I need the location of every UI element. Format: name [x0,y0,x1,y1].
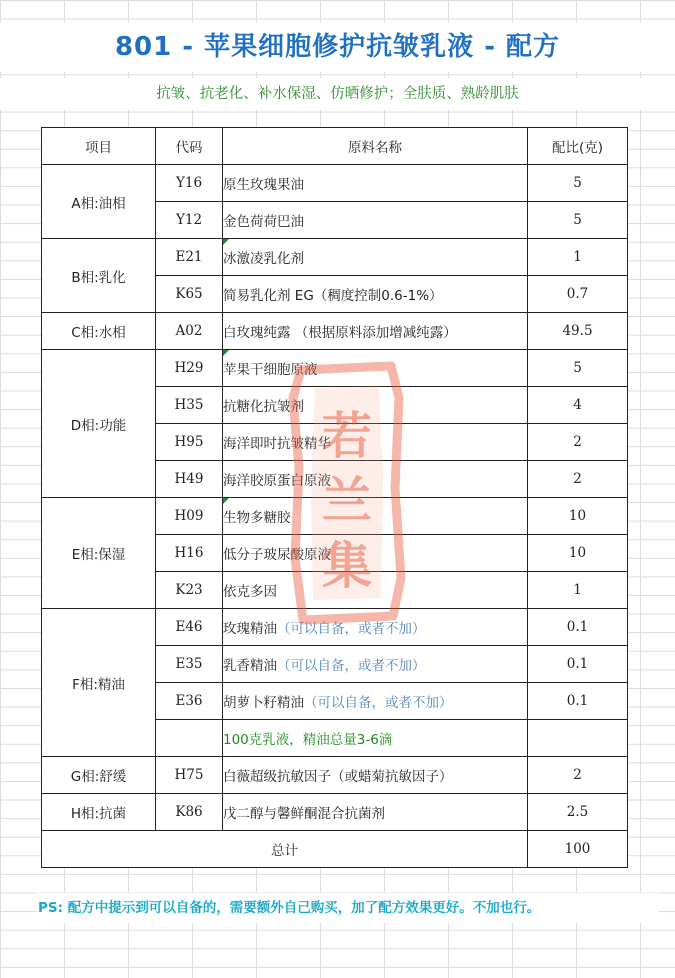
table-row [42,350,628,387]
ingredient-name: 玫瑰精油 [223,621,277,637]
row-name: 低分子玻尿酸原液 [223,535,528,572]
row-name: 抗糖化抗皱剂 [223,387,528,424]
header-item: 项目 [42,128,156,165]
row-name: 苹果干细胞原液 [223,350,528,387]
table-header-row [42,128,628,165]
row-code: H75 [156,757,223,794]
row-ratio: 2 [528,757,628,794]
formula-table [41,127,628,868]
row-name [223,683,528,720]
row-ratio: 10 [528,498,628,535]
row-ratio: 0.7 [528,276,628,313]
footer-note: PS: 配方中提示到可以自备的，需要额外自己购买，加了配方效果更好。不加也行。 [38,893,658,923]
row-code: A02 [156,313,223,350]
row-name: 依克多因 [223,572,528,609]
page-subtitle: 抗皱、抗老化、补水保湿、仿晒修护；全肤质、熟龄肌肤 [0,78,675,110]
row-code-empty [156,720,223,757]
group-c-label: C相:水相 [42,313,156,350]
row-code: E21 [156,239,223,276]
group-g-label: G相:舒缓 [42,757,156,794]
row-ratio: 5 [528,165,628,202]
row-ratio-empty [528,720,628,757]
row-code: H35 [156,387,223,424]
row-ratio: 4 [528,387,628,424]
header-name: 原料名称 [223,128,528,165]
row-ratio: 1 [528,239,628,276]
ingredient-name: 乳香精油 [223,658,277,674]
group-h-label: H相:抗菌 [42,794,156,831]
table-row [42,498,628,535]
row-name: 白玫瑰纯露 （根据原料添加增减纯露） [223,313,528,350]
row-ratio: 2 [528,461,628,498]
svg-text:若: 若 [322,406,372,465]
row-name: 海洋胶原蛋白原液 [223,461,528,498]
row-code: E36 [156,683,223,720]
row-ratio: 49.5 [528,313,628,350]
optional-note: （可以自备，或者不加） [277,621,426,637]
table-row [42,313,628,350]
row-ratio: 10 [528,535,628,572]
total-label: 总计 [42,831,528,868]
row-name: 戊二醇与馨鲜酮混合抗菌剂 [223,794,528,831]
row-code: H16 [156,535,223,572]
row-name: 原生玫瑰果油 [223,165,528,202]
row-code: H29 [156,350,223,387]
page-title: 801 - 苹果细胞修护抗皱乳液 - 配方 [0,22,675,72]
group-d-label: D相:功能 [42,350,156,498]
row-code: E46 [156,609,223,646]
row-ratio: 2.5 [528,794,628,831]
row-ratio: 5 [528,202,628,239]
header-code: 代码 [156,128,223,165]
table-row [42,794,628,831]
table-row [42,239,628,276]
row-name: 海洋即时抗皱精华 [223,424,528,461]
row-name: 金色荷荷巴油 [223,202,528,239]
row-ratio: 0.1 [528,683,628,720]
row-ratio: 0.1 [528,646,628,683]
row-name [223,609,528,646]
row-ratio: 1 [528,572,628,609]
row-name [223,646,528,683]
ingredient-name: 胡萝卜籽精油 [223,695,304,711]
svg-text:兰: 兰 [322,471,372,530]
optional-note: （可以自备，或者不加） [277,658,426,674]
row-name: 简易乳化剂 EG（稠度控制0.6-1%） [223,276,528,313]
row-code: K86 [156,794,223,831]
row-code: K23 [156,572,223,609]
table-row [42,757,628,794]
group-a-label: A相:油相 [42,165,156,239]
table-row [42,165,628,202]
row-ratio: 2 [528,424,628,461]
row-code: H95 [156,424,223,461]
table-row [42,609,628,646]
header-ratio: 配比(克) [528,128,628,165]
row-name: 白薇超级抗敏因子（或蜡菊抗敏因子） [223,757,528,794]
row-code: H09 [156,498,223,535]
row-code: Y12 [156,202,223,239]
group-b-label: B相:乳化 [42,239,156,313]
row-code: Y16 [156,165,223,202]
row-name: 生物多糖胶 [223,498,528,535]
total-row [42,831,628,868]
row-code: H49 [156,461,223,498]
row-ratio: 5 [528,350,628,387]
row-name: 冰激凌乳化剂 [223,239,528,276]
group-e-label: E相:保湿 [42,498,156,609]
row-code: K65 [156,276,223,313]
group-f-label: F相:精油 [42,609,156,757]
row-code: E35 [156,646,223,683]
svg-text:集: 集 [322,536,372,595]
total-value: 100 [528,831,628,868]
essential-oil-note: 100克乳液，精油总量3-6滴 [223,720,528,757]
optional-note: （可以自备，或者不加） [304,695,453,711]
row-ratio: 0.1 [528,609,628,646]
